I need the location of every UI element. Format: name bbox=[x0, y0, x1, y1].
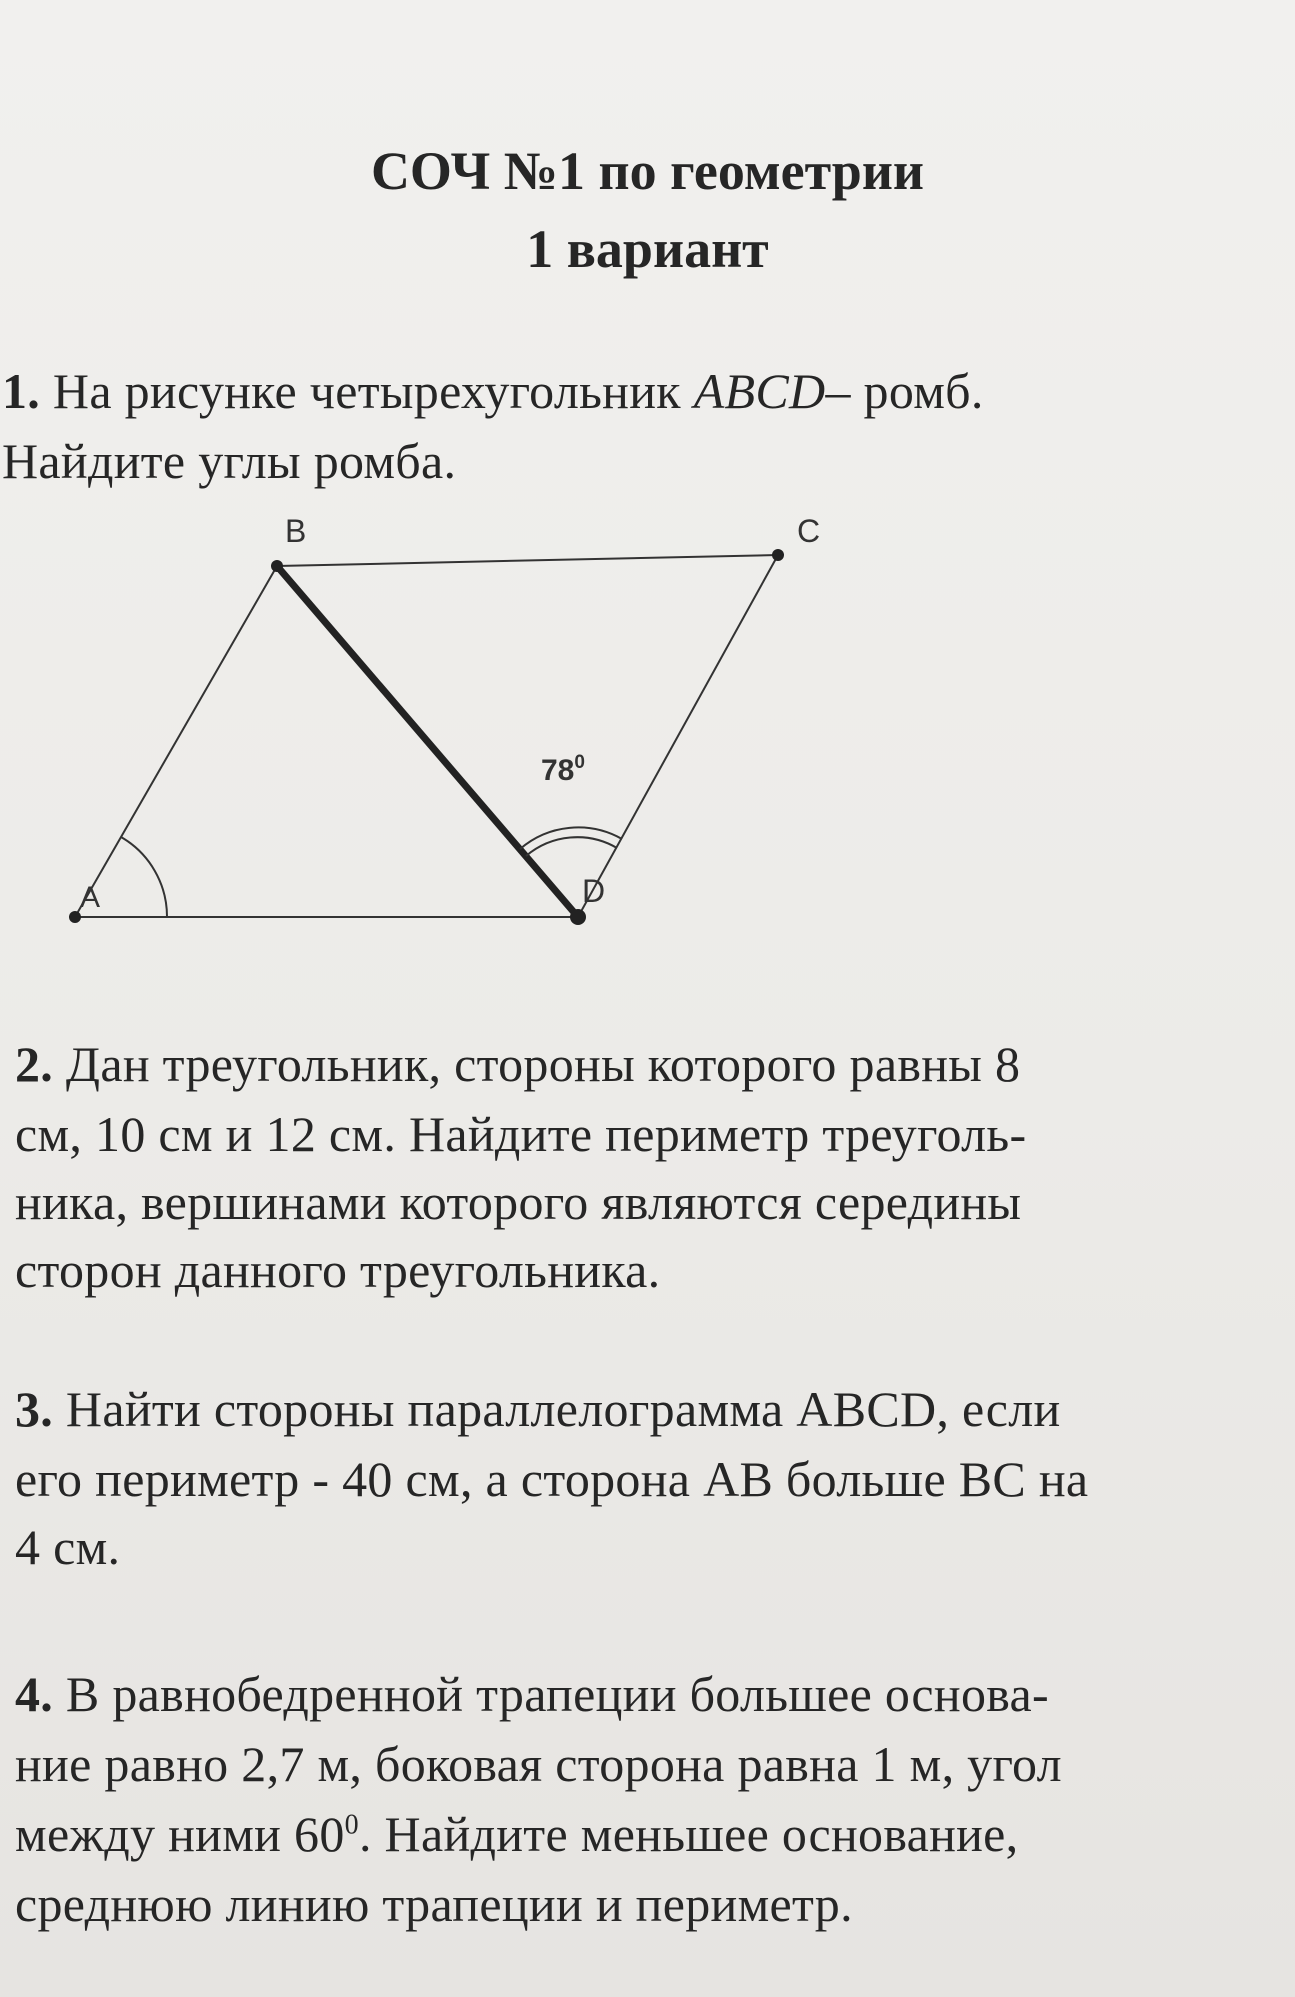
rhombus-figure bbox=[0, 510, 900, 950]
task-text: . Найдите меньшее основание, bbox=[358, 1806, 1019, 1862]
task-1-line-2: Найдите углы ромба. bbox=[2, 433, 457, 489]
task-number: 1. bbox=[2, 363, 41, 419]
task-text: – ромб. bbox=[825, 363, 984, 419]
page-title: СОЧ №1 по геометрии bbox=[370, 141, 925, 201]
task-2-line-1 bbox=[15, 1035, 1020, 1093]
side-ab bbox=[75, 566, 277, 917]
task-4-line-2: ние равно 2,7 м, боковая сторона равна 1 м, угол bbox=[15, 1736, 1062, 1792]
side-bc bbox=[277, 555, 778, 566]
label-b: B bbox=[285, 513, 307, 549]
angle-a-arc bbox=[121, 837, 167, 917]
task-number: 3. bbox=[15, 1381, 54, 1437]
vertex-d bbox=[570, 909, 586, 925]
task-text: В равнобедренной трапеции большее основа- bbox=[65, 1666, 1049, 1722]
task-text: На рисунке четырехугольник bbox=[52, 363, 681, 419]
angle-d-arc-inner bbox=[526, 837, 617, 856]
side-cd bbox=[578, 555, 778, 917]
label-c: C bbox=[797, 513, 821, 549]
angle-label bbox=[541, 752, 585, 787]
angle-degree: 0 bbox=[574, 752, 585, 773]
task-4-line-3 bbox=[15, 1805, 1018, 1863]
label-d: D bbox=[582, 873, 606, 909]
task-1-line-1 bbox=[2, 362, 984, 420]
task-4-line-1 bbox=[15, 1665, 1049, 1723]
figure-name: ABCD bbox=[693, 363, 826, 419]
task-2-line-2: см, 10 см и 12 см. Найдите периметр треуголь- bbox=[15, 1106, 1027, 1162]
task-number: 4. bbox=[15, 1666, 54, 1722]
variant-title: 1 вариант bbox=[526, 219, 769, 279]
task-number: 2. bbox=[15, 1036, 54, 1092]
task-3-line-1 bbox=[15, 1380, 1061, 1438]
task-3-line-3: 4 см. bbox=[15, 1519, 121, 1575]
vertex-c bbox=[772, 549, 784, 561]
label-a: A bbox=[80, 881, 101, 914]
task-2-line-3: ника, вершинами которого являются середины bbox=[15, 1174, 1022, 1230]
task-text: Найти стороны параллелограмма ABCD, если bbox=[65, 1381, 1061, 1437]
task-text: между ними 60 bbox=[15, 1806, 345, 1862]
task-2-line-4: сторон данного треугольника. bbox=[15, 1242, 661, 1298]
vertex-b bbox=[271, 560, 283, 572]
task-4-line-4: среднюю линию трапеции и периметр. bbox=[15, 1876, 853, 1932]
angle-value: 78 bbox=[541, 754, 575, 787]
degree-sup: 0 bbox=[344, 1809, 359, 1841]
task-3-line-2: его периметр - 40 см, а сторона AB больше BC на bbox=[15, 1451, 1089, 1507]
task-text: Дан треугольник, стороны которого равны 8 bbox=[65, 1036, 1021, 1092]
diagonal-bd bbox=[277, 566, 578, 917]
